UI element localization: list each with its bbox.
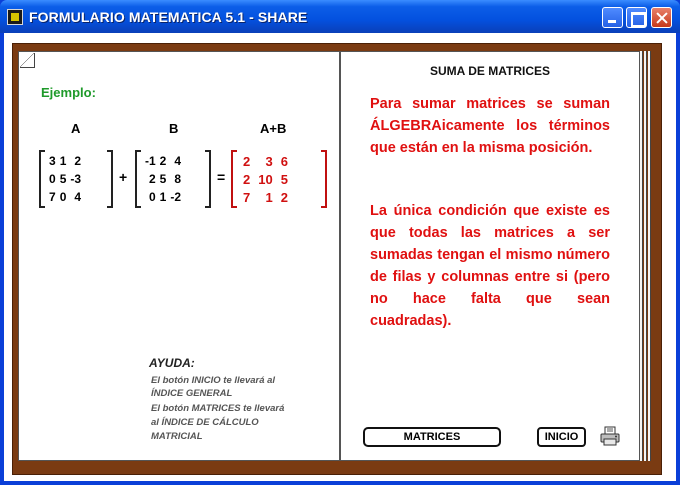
equals-sign: = [217,169,226,185]
matrix-a-table [47,152,83,206]
inicio-button[interactable]: INICIO [537,427,586,447]
matrix-cell: 4 [74,190,82,204]
close-button[interactable] [651,7,672,28]
matrix-cell: 4 [174,154,182,168]
help-title: AYUDA: [149,356,195,370]
page-corner-fold-icon[interactable] [20,53,35,68]
matrix-cell: 0 [59,190,67,204]
matrix-cell: 2 [243,153,251,169]
matrix-sum [231,150,327,208]
matrix-cell: 2 [148,172,156,186]
matrix-cell: 5 [159,172,167,186]
matrix-cell: 2 [280,189,288,205]
minimize-button[interactable] [602,7,623,28]
matrix-cell: 2 [159,154,167,168]
app-icon[interactable] [7,9,23,25]
title-bar[interactable] [0,0,680,33]
matrix-cell: 7 [49,190,56,204]
matrix-b-label: B [169,121,179,136]
maximize-button[interactable] [626,7,647,28]
matrix-b-table [143,152,183,206]
right-page-title: SUMA DE MATRICES [430,64,550,78]
matrix-sum-table [239,152,292,206]
matrix-cell: 1 [59,154,67,168]
matrix-cell: 3 [49,154,56,168]
left-page [18,51,340,461]
matrix-cell: 3 [265,153,273,169]
matrix-cell: -1 [145,154,156,168]
matrix-cell: 6 [280,153,288,169]
matrix-cell: -2 [170,190,182,204]
matrix-a [39,150,113,208]
matrix-cell: 5 [59,172,67,186]
matrix-cell: 5 [280,171,288,187]
matrix-cell: 0 [148,190,156,204]
matrix-cell: 2 [74,154,82,168]
matrix-cell: 10 [258,171,273,187]
matrix-cell: 8 [174,172,182,186]
page-stack [640,51,654,461]
matrix-cell: 0 [49,172,56,186]
explanation-paragraph-1: Para sumar matrices se suman ÁLGEBRAicamente los términos que están en la misma posición. [370,96,610,156]
matrix-b [135,150,211,208]
matrices-button[interactable]: MATRICES [363,427,501,447]
plus-sign: + [119,169,128,185]
matrix-cell: 1 [159,190,167,204]
help-line: ÍNDICE GENERAL [151,388,233,399]
printer-icon[interactable] [599,425,621,447]
help-line: MATRICIAL [151,431,203,442]
help-line: al ÍNDICE DE CÁLCULO [151,417,259,428]
help-line: El botón MATRICES te llevará [151,403,285,414]
matrix-cell: -3 [70,172,82,186]
explanation-paragraph-2: La única condición que existe es que todas las matrices a ser sumadas tengan el mismo número de filas y columnas entre si (pero no hace falta que sean cuadradas). [370,203,610,329]
matrix-cell: 7 [243,189,251,205]
matrix-sum-label: A+B [260,121,287,136]
matrix-a-label: A [71,121,81,136]
example-label: Ejemplo: [41,85,96,100]
client-area [4,33,676,481]
matrix-cell: 1 [265,189,273,205]
window-title: FORMULARIO MATEMATICA 5.1 - SHARE [29,9,308,25]
matrix-cell: 2 [243,171,251,187]
help-line: El botón INICIO te llevará al [151,375,276,386]
